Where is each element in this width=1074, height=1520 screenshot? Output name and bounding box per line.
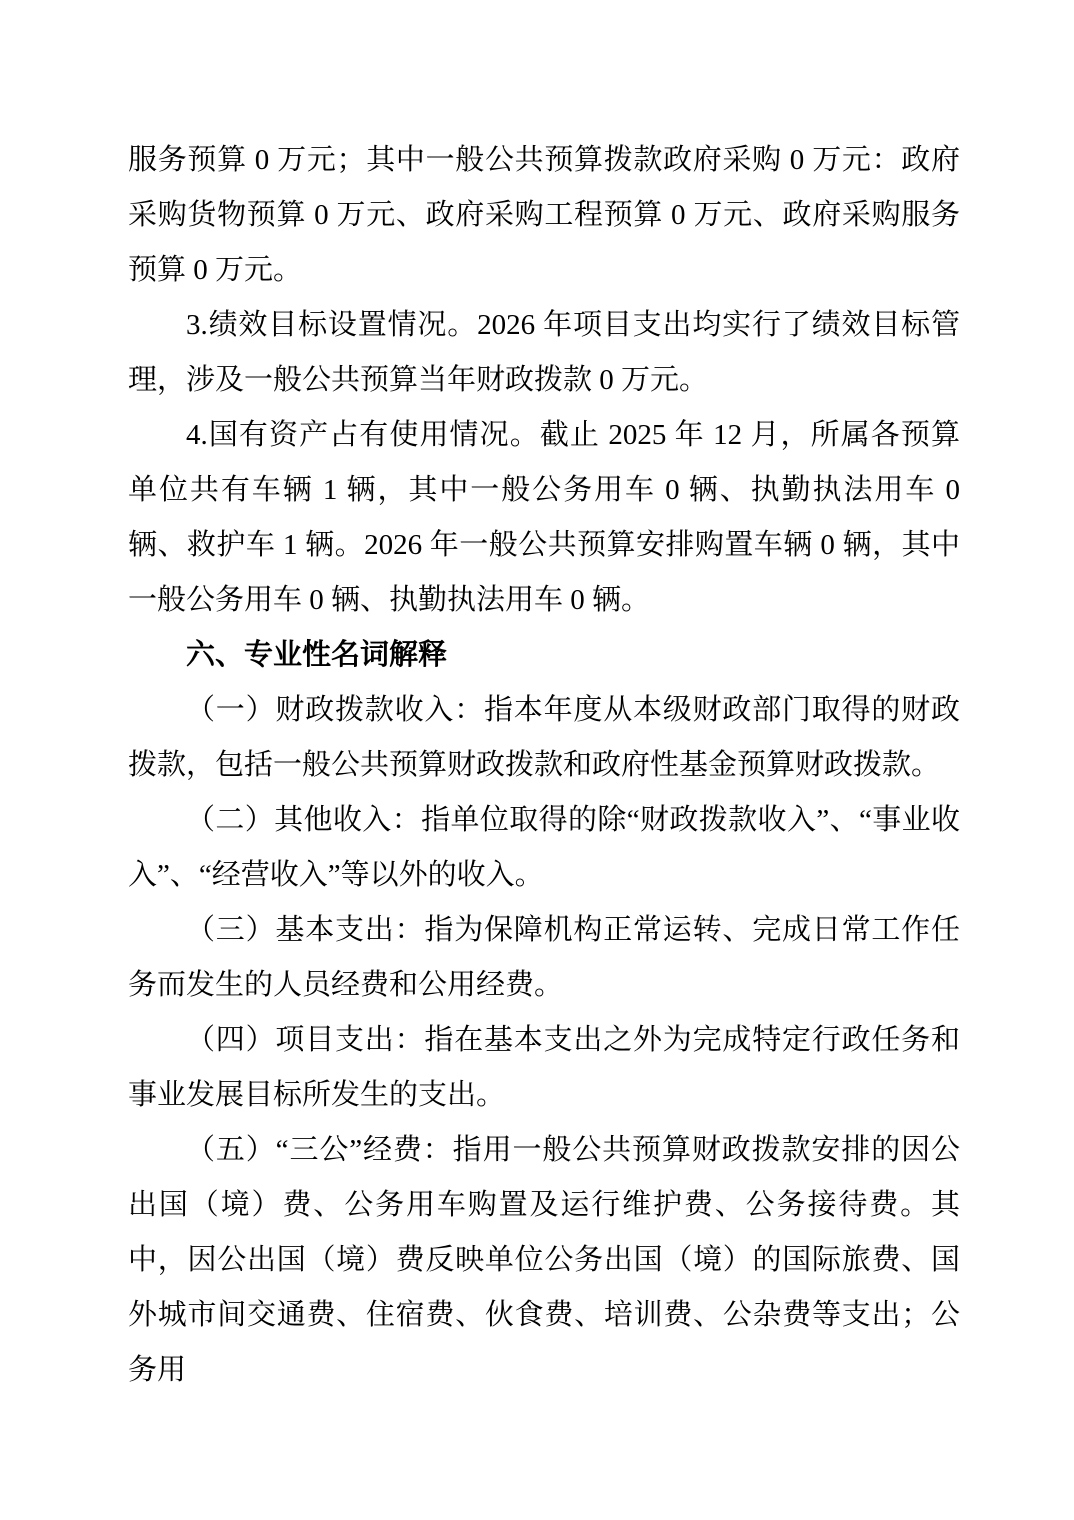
paragraph-term-three-public-expenses: （五）“三公”经费：指用一般公共预算财政拨款安排的因公出国（境）费、公务用车购置及运行维护费、公务接待费。其中，因公出国（境）费反映单位公务出国（境）的国际旅费、国外城市间交通费、住宿费、伙食费、培训费、公杂费等支出；公务用 xyxy=(128,1134,960,1386)
paragraph-term-other-income: （二）其他收入：指单位取得的除“财政拨款收入”、“事业收入”、“经营收入”等以外的收入。 xyxy=(128,804,960,891)
paragraph-term-basic-expenditure: （三）基本支出：指为保障机构正常运转、完成日常工作任务而发生的人员经费和公用经费。 xyxy=(128,914,960,1001)
paragraph-gov-procurement-continuation: 服务预算 0 万元；其中一般公共预算拨款政府采购 0 万元：政府采购货物预算 0 万元、政府采购工程预算 0 万元、政府采购服务预算 0 万元。 xyxy=(128,144,960,286)
paragraph-term-project-expenditure: （四）项目支出：指在基本支出之外为完成特定行政任务和事业发展目标所发生的支出。 xyxy=(128,1024,960,1111)
paragraph-state-owned-assets-usage: 4.国有资产占有使用情况。截止 2025 年 12 月，所属各预算单位共有车辆 1 辆，其中一般公务用车 0 辆、执勤执法用车 0 辆、救护车 1 辆。2026 年一般公共预算安排购置车辆 0 辆，其中一般公务用车 0 辆、执勤执法用车 0 辆。 xyxy=(128,419,960,616)
section-heading-terminology: 六、专业性名词解释 xyxy=(186,639,448,671)
paragraph-term-fiscal-appropriation-income: （一）财政拨款收入：指本年度从本级财政部门取得的财政拨款，包括一般公共预算财政拨款和政府性基金预算财政拨款。 xyxy=(128,694,960,781)
paragraph-performance-goal-setting: 3.绩效目标设置情况。2026 年项目支出均实行了绩效目标管理，涉及一般公共预算当年财政拨款 0 万元。 xyxy=(128,309,960,396)
